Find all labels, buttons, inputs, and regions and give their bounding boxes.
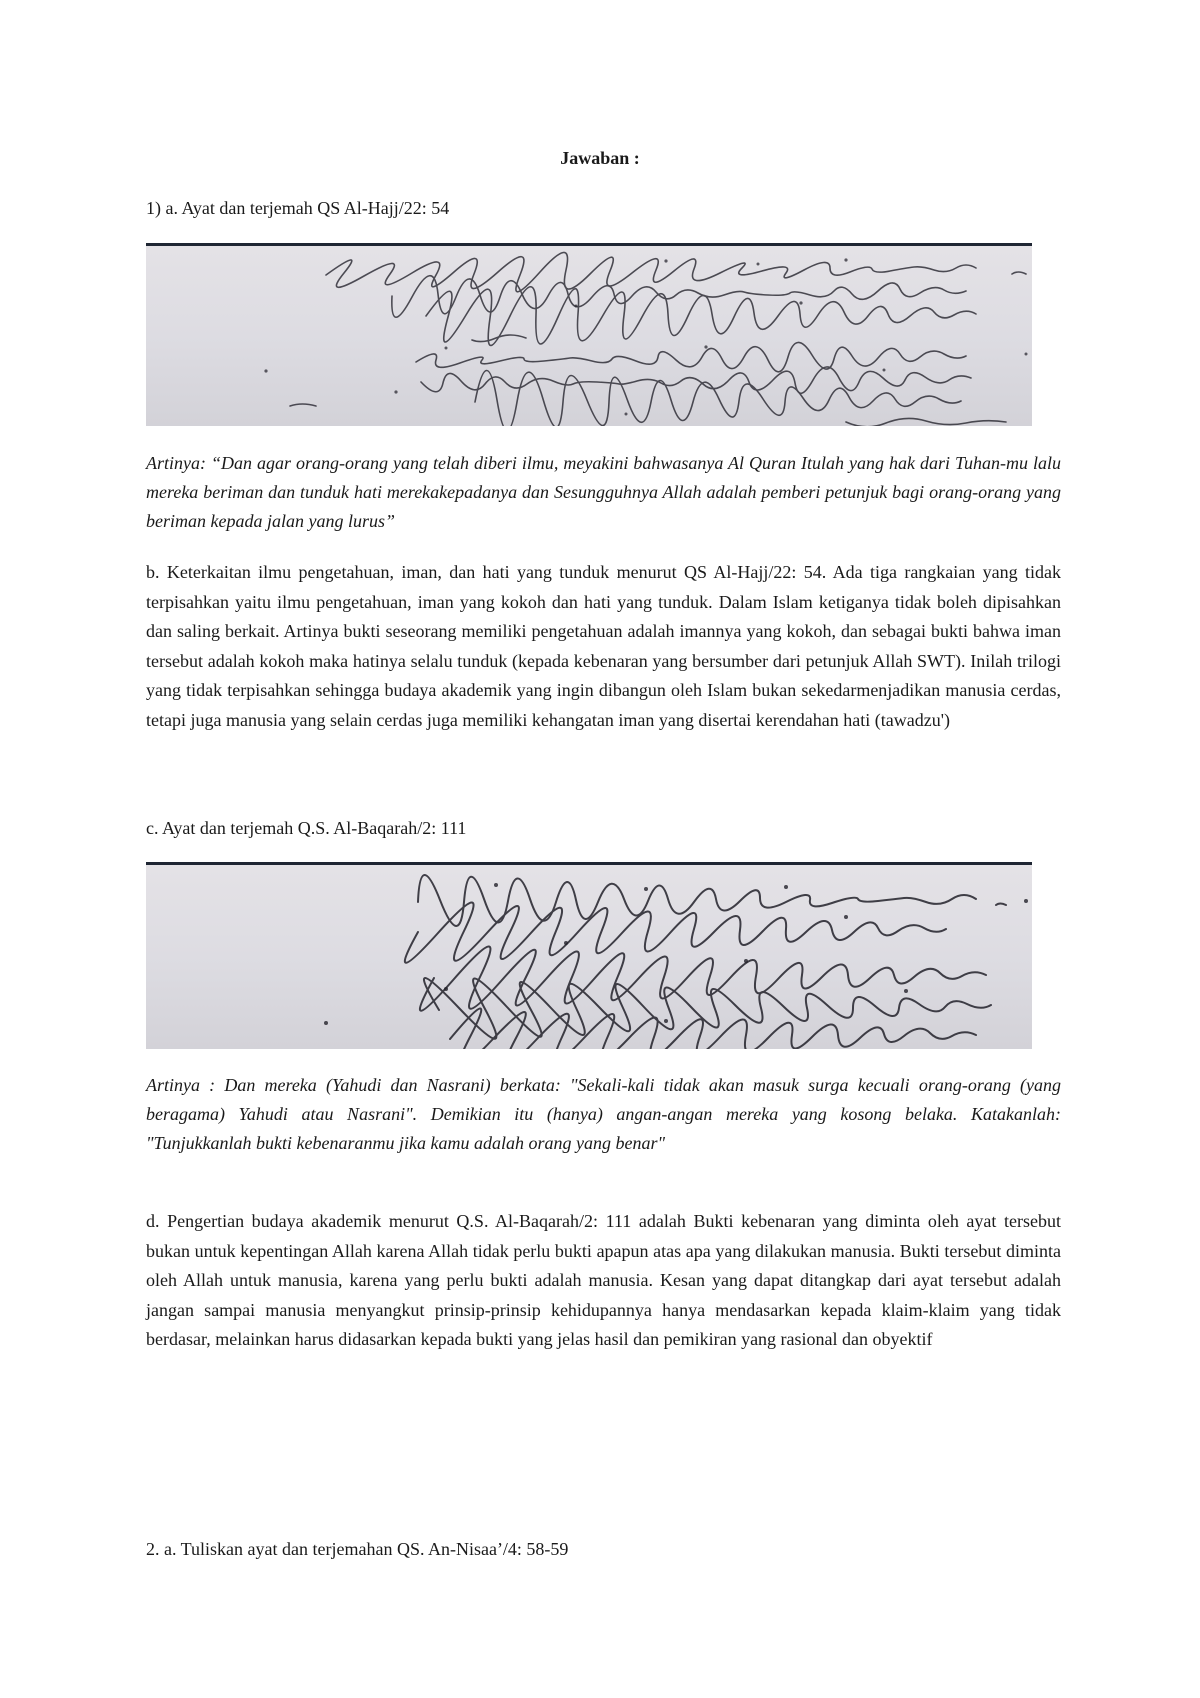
question-1a-translation: Artinya: “Dan agar orang-orang yang telah diberi ilmu, meyakini bahwasanya Al Quran Itulah yang hak dari Tuhan-mu lalu mereka beriman dan tunduk hati merekakepadanya dan Sesungguhnya Allah adalah pemberi petunjuk bagi orang-orang yang beriman kepada jalan yang lurus” — [146, 453, 1061, 531]
handwriting-scribble-al-hajj — [146, 246, 1032, 426]
question-1c-label: c. Ayat dan terjemah Q.S. Al-Baqarah/2: 111 — [146, 818, 467, 838]
handwritten-verse-photo-al-hajj — [146, 243, 1032, 426]
handwritten-verse-photo-al-baqarah — [146, 862, 1032, 1049]
question-1a-label: 1) a. Ayat dan terjemah QS Al-Hajj/22: 54 — [146, 198, 450, 218]
question-2a-label: 2. a. Tuliskan ayat dan terjemahan QS. An-Nisaa’/4: 58-59 — [146, 1539, 569, 1559]
page-heading: Jawaban : — [560, 148, 640, 168]
handwriting-scribble-al-baqarah — [146, 865, 1032, 1049]
question-1b-paragraph: b. Keterkaitan ilmu pengetahuan, iman, dan hati yang tunduk menurut QS Al-Hajj/22: 54. Ada tiga rangkaian yang tidak terpisahkan yaitu ilmu pengetahuan, iman yang kokoh dan hati yang tunduk. Dalam Islam ketiganya tidak boleh dipisahkan dan saling berkait. Artinya bukti seseorang memiliki pengetahuan adalah imannya yang kokoh, dan sebagai bukti bahwa iman tersebut adalah kokoh maka hatinya selalu tunduk (kepada kebenaran yang bersumber dari petunjuk Allah SWT). Inilah trilogi yang tidak terpisahkan sehingga budaya akademik yang ingin dibangun oleh Islam bukan sekedarmenjadikan manusia cerdas, tetapi juga manusia yang selain cerdas juga memiliki kehangatan iman yang disertai kerendahan hati (tawadzu') — [146, 562, 1061, 730]
question-1c-translation: Artinya : Dan mereka (Yahudi dan Nasrani) berkata: "Sekali-kali tidak akan masuk surga kecuali orang-orang (yang beragama) Yahudi atau Nasrani". Demikian itu (hanya) angan-angan mereka yang kosong belaka. Katakanlah: "Tunjukkanlah bukti kebenaranmu jika kamu adalah orang yang benar" — [146, 1075, 1061, 1153]
question-1d-paragraph: d. Pengertian budaya akademik menurut Q.S. Al-Baqarah/2: 111 adalah Bukti kebenaran yang diminta oleh ayat tersebut bukan untuk kepentingan Allah karena Allah tidak perlu bukti apapun atas apa yang dilakukan manusia. Bukti tersebut diminta oleh Allah untuk manusia, karena yang perlu bukti adalah manusia. Kesan yang dapat ditangkap dari ayat tersebut adalah jangan sampai manusia menyangkut prinsip-prinsip kehidupannya hanya mendasarkan kepada klaim-klaim yang tidak berdasar, melainkan harus didasarkan kepada bukti yang jelas hasil dan pemikiran yang rasional dan obyektif — [146, 1211, 1061, 1349]
